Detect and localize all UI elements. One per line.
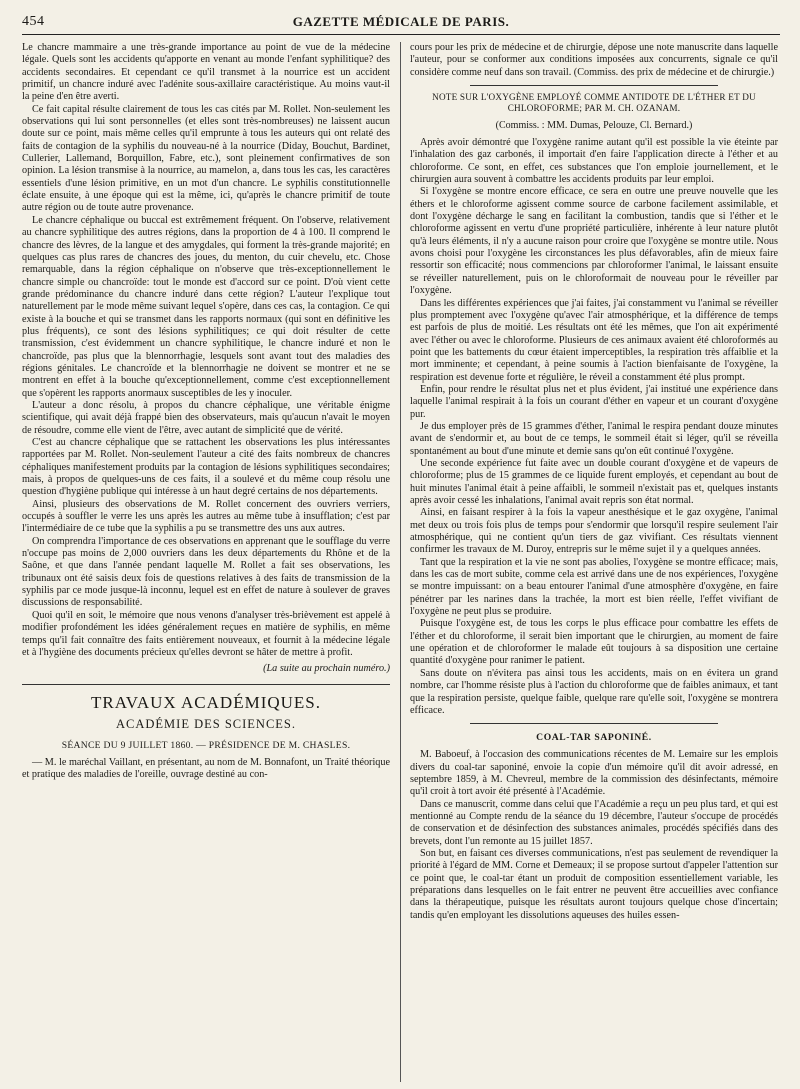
paragraph: Après avoir démontré que l'oxygène ranime autant qu'il est possible la vie éteinte par l'inhalation des gaz carbonés, il importait d'en faire l'application directe à l'éther et au chloroforme. Ce sont, en effet, ces substances que l'on emploie journellement, et le chirurgien aura souvent à combattre les accidents produits par leur emploi. — [410, 137, 778, 186]
paragraph: Une seconde expérience fut faite avec un double courant d'oxygène et de vapeurs de chloroforme; plus de 15 grammes de ce liquide furent employés, et cependant au bout de huit minutes l'animal était à peine affaibli, le sommeil n'existait pas et, quelques instants après avoir cessé les inhalations, l'animal avait repris son état normal. — [410, 457, 778, 506]
paragraph: Sans doute on n'évitera pas ainsi tous les accidents, mais on en évitera un grand nombre, car l'homme résiste plus à l'action du chloroforme que de faibles animaux, et tant que la respiration persiste, quelque faible, quelque rare qu'elle soit, l'oxygène se montrera efficace. — [410, 667, 778, 716]
continued-note: (La suite au prochain numéro.) — [263, 663, 390, 675]
left-column — [22, 42, 390, 1082]
paragraph: Puisque l'oxygène est, de tous les corps le plus efficace pour combattre les effets de l'éther et du chloroforme, il serait bien important que le chirurgien, au moment de faire une opération et de chloroformer le malade eût toujours à sa disposition une certaine quantité d'oxygène pour ranimer le patient. — [410, 618, 778, 667]
divider — [470, 85, 718, 86]
session-line: SÉANCE DU 9 JUILLET 1860. — PRÉSIDENCE DE M. CHASLES. — [61, 740, 351, 752]
paragraph: Si l'oxygène se montre encore efficace, ce sera en outre une preuve nouvelle que les éthers et le chloroforme agissent comme source de carbone facilement assimilable, et dont l'oxygène décharge le sang en facilitant la combustion, tandis que si l'éther et le chloroforme agissent en vertu d'une propriété particulière, inhérente à leur nature plutôt qu'à leurs éléments, il n'y a aucune raison pour croire que l'oxygène se montre utile. Nous avons choisi pour l'oxygène les circonstances les plus défavorables, afin de mieux faire ressortir son efficacité; nous commencions par chloroformer l'animal, le laissant ensuite se réveiller naturellement, puis on le chloroformait de nouveau pour le réveiller par l'oxygène. — [410, 186, 778, 297]
paragraph: Tant que la respiration et la vie ne sont pas abolies, l'oxygène se montre efficace; mais, dans les cas de mort subite, comme cela est arrivé dans une de nos expériences, l'oxygène se montre impuissant: on a beau entourer l'animal d'une atmosphère d'oxygène, en faire pénétrer par les narines dans la trachée, la mort est bien réelle, l'effet vivifiant de l'oxygène ne peut plus se produire. — [410, 556, 778, 618]
divider — [22, 684, 390, 686]
paragraph: Enfin, pour rendre le résultat plus net et plus évident, j'ai institué une expérience dans laquelle l'animal respirait à la fois un courant d'éther en vapeur et un courant d'oxygène pur. — [410, 383, 778, 420]
right-column — [410, 42, 778, 1082]
section-title: TRAVAUX ACADÉMIQUES. — [90, 693, 321, 713]
paragraph: Le chancre mammaire a une très-grande importance au point de vue de la médecine légale. Quels sont les accidents qu'apporte en venant au monde l'enfant syphilitique? des accidents secondaires. Et cependant ce qu'il transmet à la nourrice est un accident primitif, un chancre induré avec l'adénite sous-axillaire caractéristique. Au moins vaut-il la peine d'en être averti. — [22, 42, 390, 103]
paragraph: On comprendra l'importance de ces observations en apprenant que le soufflage du verre n'occupe pas moins de 2,000 ouvriers dans les deux départements du Rhône et de la Saône, et que dans l'année pendant laquelle M. Rollet a fait ses observations, les tribunaux ont été saisis deux fois de questions relatives à des faits de transmission de la syphilis par ce mode jusque-là inconnu, lequel est en effet de nature à soulever de graves discussions de responsabilité. — [22, 535, 390, 609]
paragraph: Dans les différentes expériences que j'ai faites, j'ai constamment vu l'animal se réveiller plus promptement avec l'oxygène qu'avec l'air atmosphérique, et la différence de temps est parfois de plus de moitié. Les résultats ont été les mêmes, que l'on ait expérimenté avec l'éther ou avec le chloroforme. Plusieurs de ces animaux avaient été chloroformés au point que les battements du cœur étaient imperceptibles, la respiration très affaiblie et la mort imminente; et cependant, à peine soumis à l'action bienfaisante de l'oxygène, la respiration est devenue forte et régulière, le réveil a constamment été plus prompt. — [410, 297, 778, 383]
paragraph: cours pour les prix de médecine et de chirurgie, dépose une note manuscrite dans laquelle l'auteur, pour se conformer aux conditions imposées aux concurrents, signale ce qu'il considère comme neuf dans son travail. (Commiss. des prix de médecine et de chirurgie.) — [410, 42, 778, 78]
running-title: GAZETTE MÉDICALE DE PARIS. — [292, 14, 510, 29]
paragraph: Ainsi, en faisant respirer à la fois la vapeur anesthésique et le gaz oxygène, l'animal met deux ou trois fois plus de temps pour s'endormir que lorsqu'il respire seulement l'air atmosphérique, qui ne contient qu'un tiers de gaz vivifiant. Ces résultats viennent confirmer les travaux de M. Duroy, entrepris sur le même sujet il y a quelques années. — [410, 507, 778, 556]
article-title: NOTE SUR L'OXYGÈNE EMPLOYÉ COMME ANTIDOTE DE L'ÉTHER ET DU CHLOROFORME; PAR M. CH. OZANAM. — [432, 92, 756, 114]
page-header — [22, 8, 780, 35]
page-number: 454 — [22, 14, 45, 29]
article-title: COAL-TAR SAPONINÉ. — [536, 732, 652, 744]
paragraph: Quoi qu'il en soit, le mémoire que nous venons d'analyser très-brièvement est appelé à modifier profondément les idées généralement reçues en matière de syphilis, en même temps qu'il fait connaître des faits entièrement nouveaux, et fournit à la médecine légale et à l'hygiène des documents précieux qu'elles devront se hâter de mettre à profit. — [22, 609, 390, 658]
commission-line: (Commiss. : MM. Dumas, Pelouze, Cl. Bernard.) — [495, 120, 693, 132]
column-rule — [400, 42, 401, 1082]
columns — [22, 42, 780, 1082]
paragraph: Dans ce manuscrit, comme dans celui que l'Académie a reçu un peu plus tard, et qui est mentionné au Compte rendu de la séance du 19 décembre, l'auteur s'occupe de procédés de conservation et de désinfection des substances animales, procédés spécifiés dans des brevets, dont l'un remonte au 15 juillet 1857. — [410, 798, 778, 847]
section-subtitle: ACADÉMIE DES SCIENCES. — [116, 717, 296, 732]
paragraph: C'est au chancre céphalique que se rattachent les observations les plus intéressantes rapportées par M. Rollet. Non-seulement l'auteur a cité des faits nombreux de chancres céphaliques manifestement produits par la contagion de lésions syphilitiques secondaires; mais, à propos de quelques-uns de ces faits, il a soulevé et du même coup résolu une question d'hygiène publique qui intéresse à un haut degré certains de nos départements. — [22, 437, 390, 498]
paragraph: Ainsi, plusieurs des observations de M. Rollet concernent des ouvriers verriers, occupés à souffler le verre les uns après les autres au même tube à insufflation; c'est par l'intermédiaire de ce tube que la syphilis a pu se transmettre des uns aux autres. — [22, 498, 390, 535]
paragraph: Son but, en faisant ces diverses communications, n'est pas seulement de revendiquer la priorité à l'égard de MM. Corne et Demeaux; il se propose surtout d'appeler l'attention sur ce point que, le coal-tar étant un produit de composition essentiellement variable, les préparations dans lesquelles on le fait entrer ne peuvent être accueillies avec confiance dans la thérapeutique, puisque les résultats auront toujours quelque chose d'incertain; tandis qu'en employant les dissolutions aqueuses des huiles essen- — [410, 847, 778, 921]
paragraph: L'auteur a donc résolu, à propos du chancre céphalique, une véritable énigme scientifique, qui avait déjà frappé bien des observateurs, mais qu'aucun n'avait le moyen de résoudre, comme elle vient de l'être, avec autant de simplicité que de vérité. — [22, 399, 390, 436]
paragraph: Je dus employer près de 15 grammes d'éther, l'animal le respira pendant douze minutes avant de s'endormir et, au bout de ce temps, le sommeil était si léger, qu'il se réveilla spontanément au bout d'une minute et demie sans qu'on eût continué l'oxygène. — [410, 420, 778, 457]
newspaper-page — [22, 8, 780, 1084]
paragraph: Le chancre céphalique ou buccal est extrêmement fréquent. On l'observe, relativement au chancre syphilitique des autres régions, dans la proportion de 4 à 100. Il comprend le chancre des lèvres, de la langue et des amygdales, qui forment la très-grande majorité; en quelques cas plus rares de chancres des joues, du menton, du cuir chevelu, etc. Chose remarquable, dans la région céphalique on n'observe que très-exceptionnellement le chancre simple ou chancroïde: tout le monde est d'accord sur ce point. D'où vient cette grande prédominance du chancre induré dans cette région? L'auteur l'explique tout naturellement par le mode même suivant lequel s'opère, dans ces cas, la contagion. Ce qui existe à la bouche et qui se transmet dans les rapports normaux (qui sont en définitive les plus fréquents), ce sont des lésions syphilitiques; ce qui doit résulter de cette transmission, c'est évidemment un chancre syphilitique, le chancre induré et non le chancroïde, pas plus que la blennorrhagie, lesquels sont avant tout des maladies des régions génitales. Le chancroïde et la blennorrhagie ne doivent se montrer et ne se montrent en effet à la bouche qu'exceptionnellement, comme c'est exceptionnellement que s'opèrent les rapports anormaux susceptibles de les y inoculer. — [22, 214, 390, 399]
paragraph: M. Baboeuf, à l'occasion des communications récentes de M. Lemaire sur les emplois divers du coal-tar saponiné, envoie la copie d'un mémoire qu'il dit avoir adressé, en septembre 1859, à M. Chevreul, membre de la commission des désinfectants, mémoire qu'il croit à tort avoir été présenté à l'Académie. — [410, 749, 778, 798]
divider — [470, 723, 718, 724]
paragraph: Ce fait capital résulte clairement de tous les cas cités par M. Rollet. Non-seulement les observations qui lui sont personnelles (et elles sont très-nombreuses) ne laissent aucun doute sur ce point, mais même celles qu'il emprunte à tous les auteurs qui ont relaté des faits de contagion de la syphilis du nouveau-né à la nourrice (Diday, Bouchut, Bardinet, Cullerier, Lallemand, Borquillon, Fabre, etc.), sont pleinement confirmatives de son opinion. La lésion transmise à la nourrice, au mamelon, a, dans tous les cas, les caractères essentiels d'une lésion primitive, en un mot d'un chancre. Le syphilis constitutionnelle éclate ensuite, à une époque qui est la même, ici, qu'après le chancre primitif de toute autre région ou de toute autre provenance. — [22, 103, 390, 214]
paragraph: — M. le maréchal Vaillant, en présentant, au nom de M. Bonnafont, un Traité théorique et pratique des maladies de l'oreille, ouvrage destiné au con- — [22, 757, 390, 781]
